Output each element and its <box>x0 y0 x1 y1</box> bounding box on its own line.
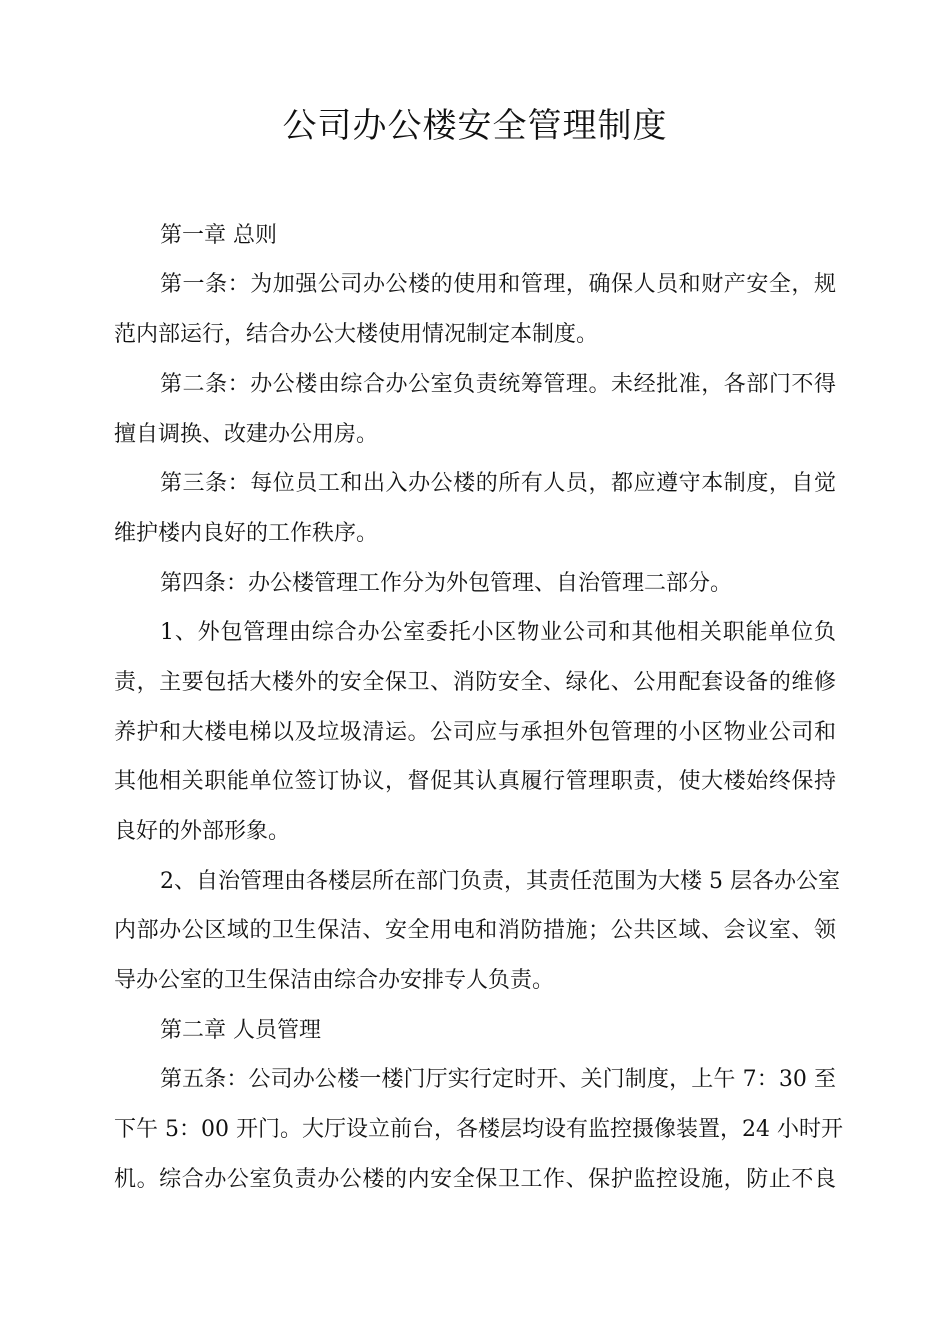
paragraph-line: 第二条：办公楼由综合办公室负责统筹管理。未经批准，各部门不得 <box>160 372 836 397</box>
paragraph-line: 2、自治管理由各楼层所在部门负责，其责任范围为大楼 5 层各办公室 <box>160 869 840 894</box>
paragraph-line: 下午 5：00 开门。大厅设立前台，各楼层均设有监控摄像装置，24 小时开 <box>114 1117 843 1142</box>
paragraph-line: 机。综合办公室负责办公楼的内安全保卫工作、保护监控设施，防止不良 <box>114 1167 836 1192</box>
paragraph-line: 导办公室的卫生保洁由综合办安排专人负责。 <box>114 968 555 993</box>
paragraph-line: 范内部运行，结合办公大楼使用情况制定本制度。 <box>114 322 599 347</box>
paragraph-line: 其他相关职能单位签订协议，督促其认真履行管理职责，使大楼始终保持 <box>114 769 836 794</box>
paragraph-line: 维护楼内良好的工作秩序。 <box>114 521 379 546</box>
paragraph-line: 第三条：每位员工和出入办公楼的所有人员，都应遵守本制度，自觉 <box>160 471 836 496</box>
paragraph-line: 第五条：公司办公楼一楼门厅实行定时开、关门制度，上午 7：30 至 <box>160 1067 836 1092</box>
paragraph-line: 第四条：办公楼管理工作分为外包管理、自治管理二部分。 <box>160 571 733 596</box>
paragraph-line: 责，主要包括大楼外的安全保卫、消防安全、绿化、公用配套设备的维修 <box>114 670 836 695</box>
paragraph-line: 内部办公区域的卫生保洁、安全用电和消防措施；公共区域、会议室、领 <box>114 918 836 943</box>
paragraph-line: 良好的外部形象。 <box>114 819 291 844</box>
chapter-heading: 第一章 总则 <box>160 223 277 248</box>
paragraph-line: 养护和大楼电梯以及垃圾清运。公司应与承担外包管理的小区物业公司和 <box>114 720 836 745</box>
paragraph-line: 擅自调换、改建办公用房。 <box>114 422 379 447</box>
chapter-heading: 第二章 人员管理 <box>160 1018 321 1043</box>
paragraph-line: 1、外包管理由综合办公室委托小区物业公司和其他相关职能单位负 <box>160 620 836 645</box>
document-title: 公司办公楼安全管理制度 <box>282 106 668 146</box>
paragraph-line: 第一条：为加强公司办公楼的使用和管理，确保人员和财产安全，规 <box>160 272 836 297</box>
